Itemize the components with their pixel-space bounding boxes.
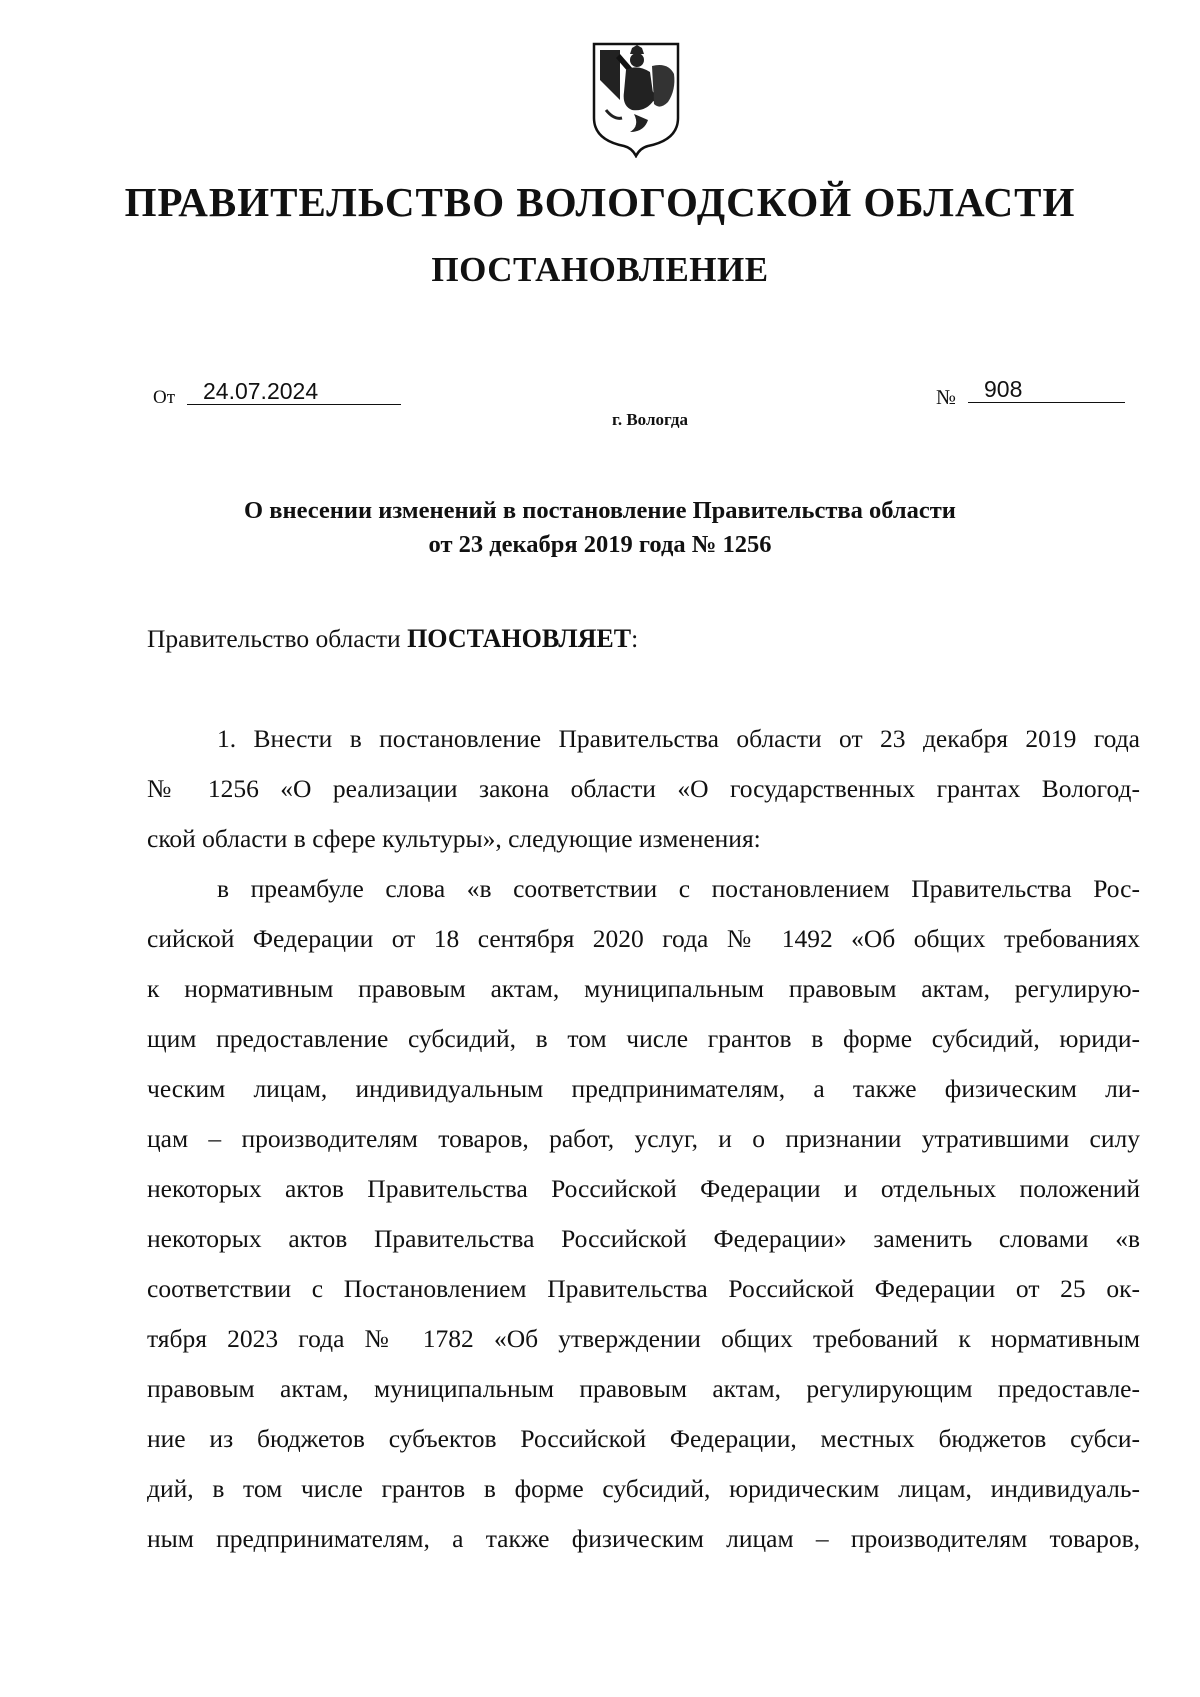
coat-of-arms-emblem	[590, 40, 682, 158]
paragraph-2-line-6: цам – производителям товаров, работ, услуг, и о признании утратившими силу	[147, 1124, 1140, 1153]
preamble-emphasis: ПОСТАНОВЛЯЕТ	[407, 624, 632, 653]
paragraph-2-line-14: ным предпринимателям, а также физическим лицам – производителям товаров,	[147, 1524, 1140, 1553]
paragraph-2-line-2: сийской Федерации от 18 сентября 2020 года № 1492 «Об общих требованиях	[147, 924, 1140, 953]
document-type-title: ПОСТАНОВЛЕНИЕ	[431, 250, 769, 289]
paragraph-2-line-8: некоторых актов Правительства Российской Федерации» заменить словами «в	[147, 1224, 1140, 1253]
paragraph-1-line-2: № 1256 «О реализации закона области «О государственных грантах Вологод-	[147, 774, 1140, 803]
subject-line-1: О внесении изменений в постановление Правительства области	[244, 497, 956, 524]
paragraph-2-line-7: некоторых актов Правительства Российской Федерации и отдельных положений	[147, 1174, 1140, 1203]
paragraph-2-line-12: ние из бюджетов субъектов Российской Федерации, местных бюджетов субси-	[147, 1424, 1140, 1453]
city-label: г. Вологда	[612, 410, 688, 429]
paragraph-2-line-13: дий, в том числе грантов в форме субсидий, юридическим лицам, индивидуаль-	[147, 1474, 1140, 1503]
paragraph-1-line-3: ской области в сфере культуры», следующие изменения:	[147, 824, 761, 853]
date-label: От	[153, 387, 176, 408]
preamble-text: Правительство области	[147, 624, 401, 653]
paragraph-2-line-5: ческим лицам, индивидуальным предпринимателям, а также физическим ли-	[147, 1074, 1140, 1103]
preamble	[147, 624, 638, 654]
subject-line-2: от 23 декабря 2019 года № 1256	[428, 531, 772, 558]
paragraph-2-line-1: в преамбуле слова «в соответствии с постановлением Правительства Рос-	[217, 874, 1140, 903]
paragraph-1-line-1: 1. Внести в постановление Правительства области от 23 декабря 2019 года	[217, 724, 1140, 753]
document-number: 908	[968, 376, 1125, 403]
preamble-suffix: :	[631, 624, 639, 653]
paragraph-2-line-3: к нормативным правовым актам, муниципальным правовым актам, регулирую-	[147, 974, 1140, 1003]
paragraph-2-line-9: соответствии с Постановлением Правительства Российской Федерации от 25 ок-	[147, 1274, 1140, 1303]
number-label: №	[936, 385, 957, 409]
paragraph-2-line-11: правовым актам, муниципальным правовым актам, регулирующим предоставле-	[147, 1374, 1140, 1403]
document-date: 24.07.2024	[187, 378, 401, 405]
organization-title: ПРАВИТЕЛЬСТВО ВОЛОГОДСКОЙ ОБЛАСТИ	[124, 179, 1076, 225]
document-subject	[150, 494, 1050, 562]
paragraph-2-line-10: тября 2023 года № 1782 «Об утверждении общих требований к нормативным	[147, 1324, 1140, 1353]
paragraph-2-line-4: щим предоставление субсидий, в том числе грантов в форме субсидий, юриди-	[147, 1024, 1140, 1053]
